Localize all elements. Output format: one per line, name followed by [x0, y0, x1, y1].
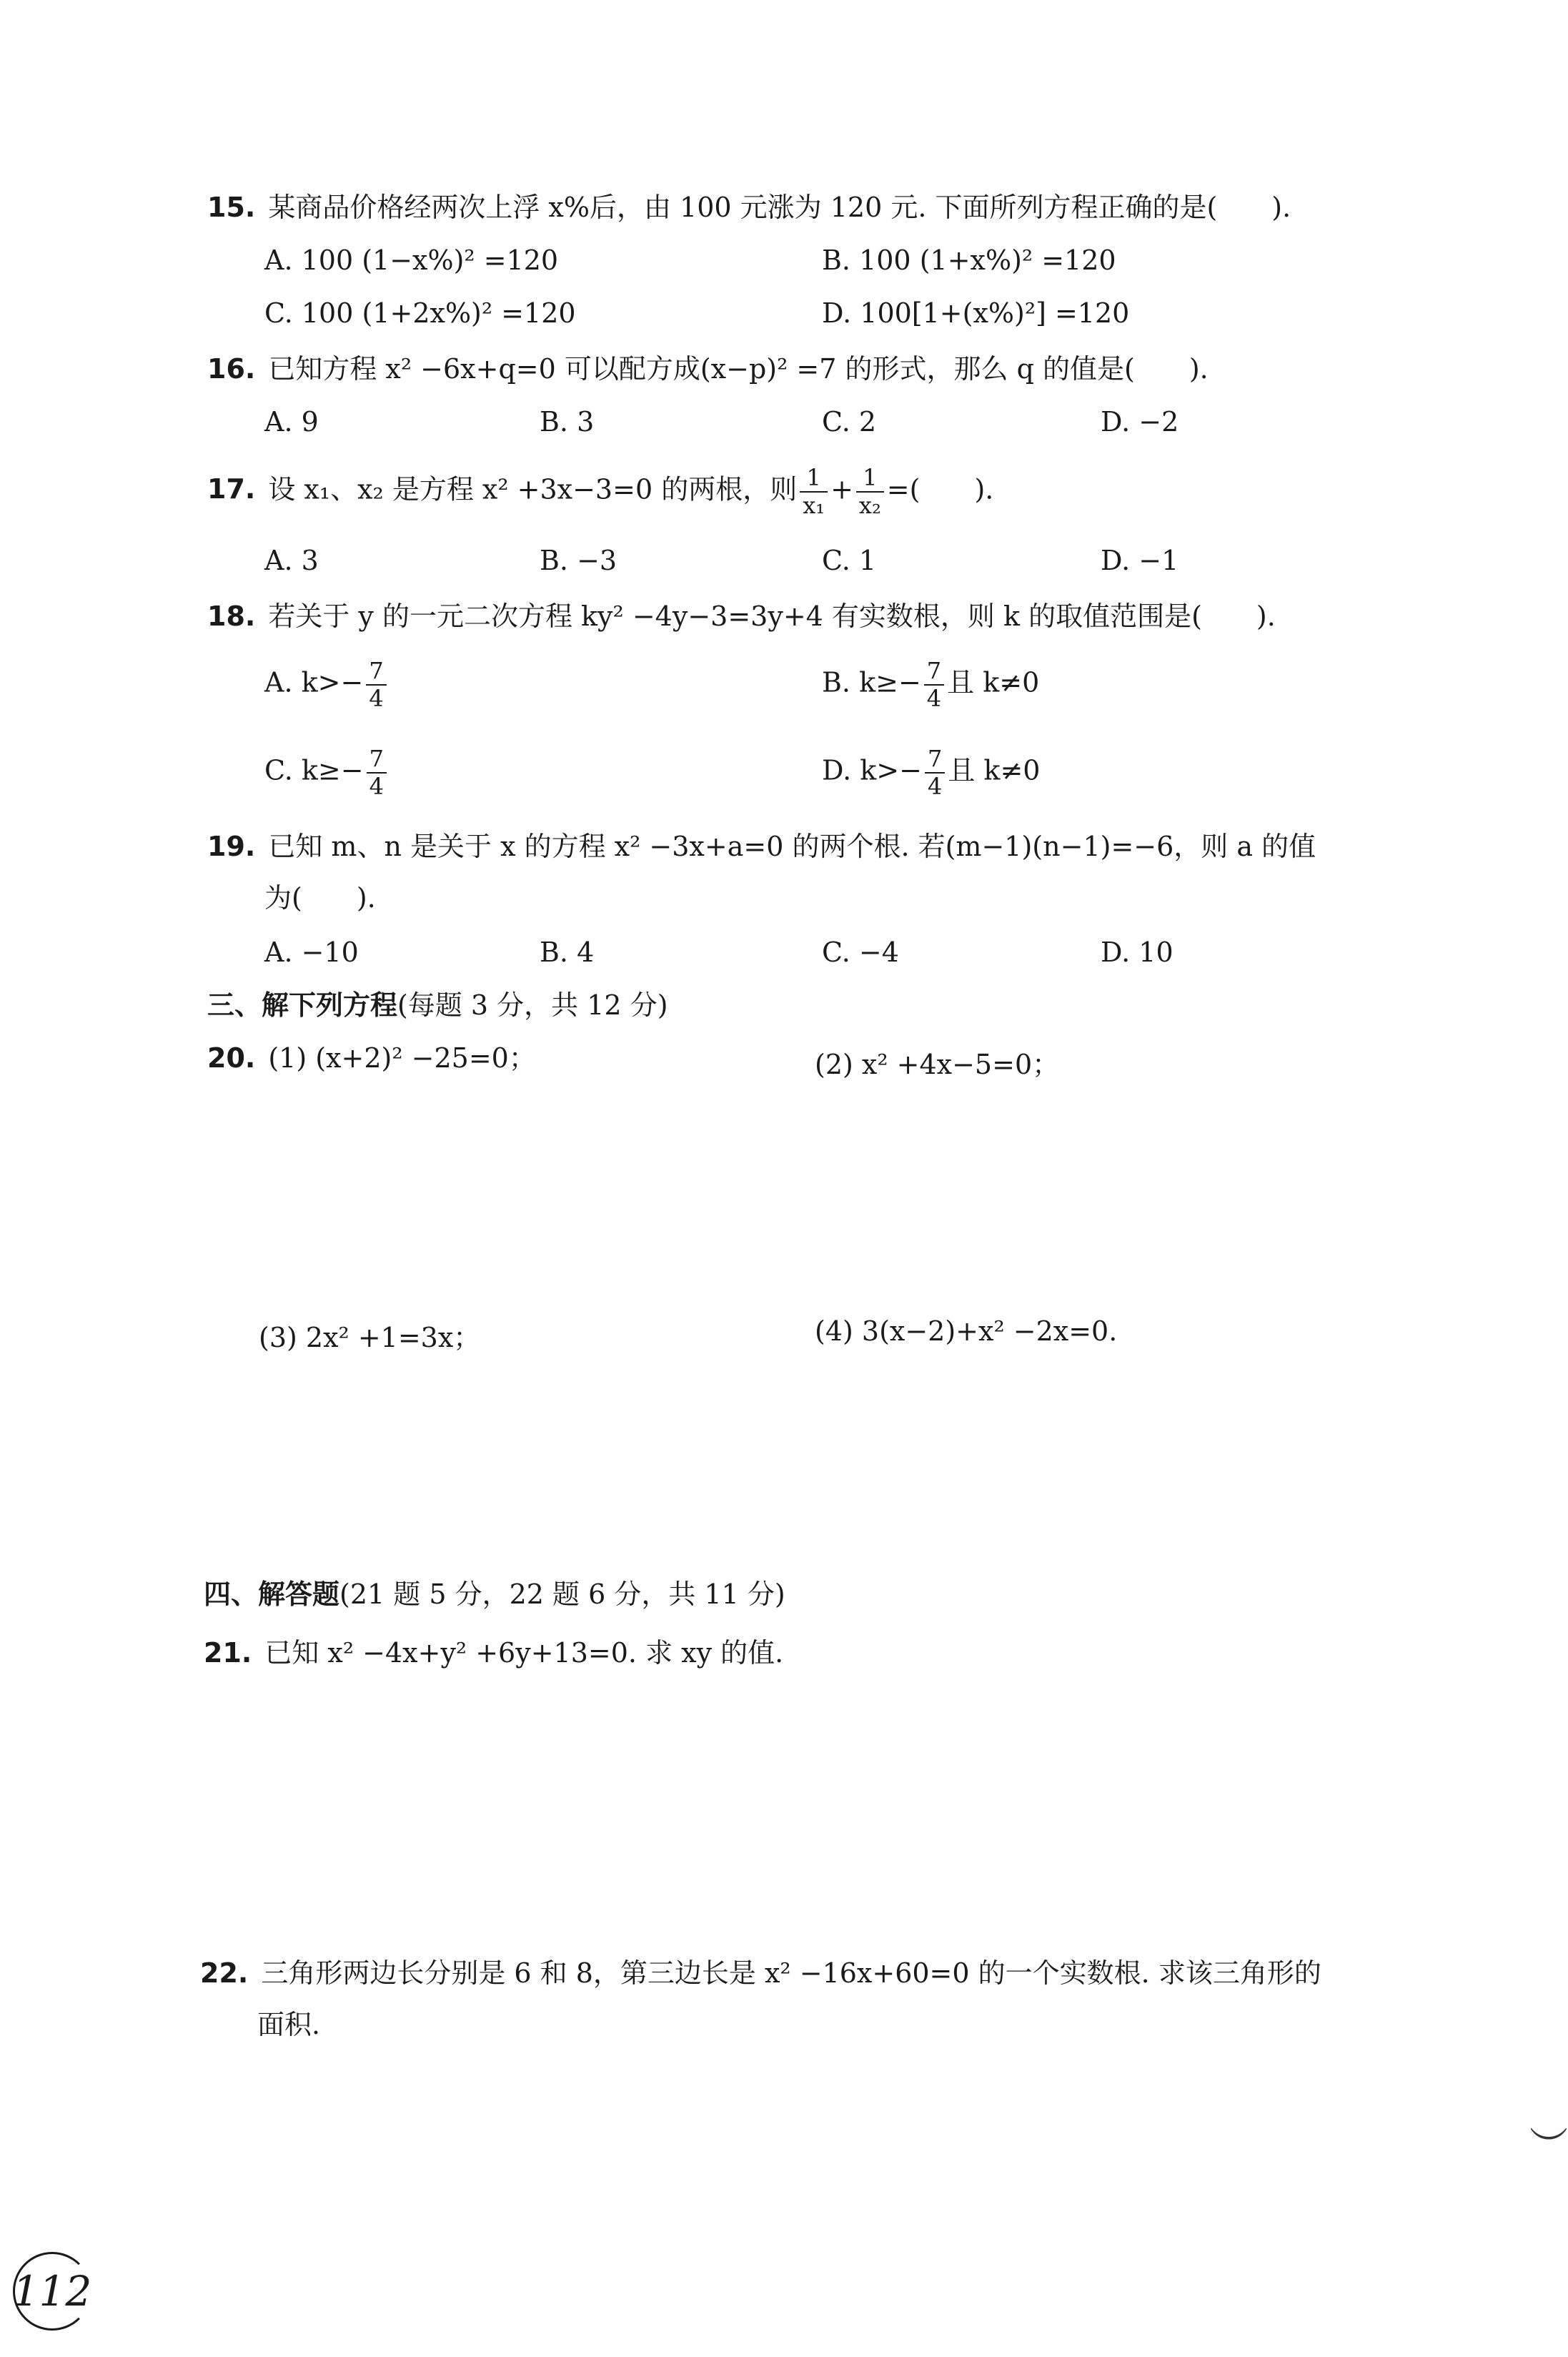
question-number: 18.	[207, 601, 256, 632]
question-21	[204, 1637, 783, 1670]
section-title: 四、解答题	[204, 1578, 340, 1610]
fraction-denominator: 4	[369, 684, 384, 712]
option-prefix: B. k≥−	[822, 666, 921, 698]
question-text-end: =( ).	[886, 473, 994, 505]
option-c	[264, 746, 389, 800]
question-19	[207, 831, 1316, 864]
option-c: C. 2	[822, 406, 877, 438]
fraction-1-over-x1	[800, 465, 828, 519]
option-c: C. 1	[822, 545, 877, 576]
binding-edge-mark-icon: ︶	[1529, 2124, 1568, 2169]
question-22	[200, 1957, 1321, 1990]
option-c: C. −4	[822, 937, 899, 968]
plus-sign: +	[830, 473, 853, 505]
question-17	[207, 465, 993, 519]
page-number-arc	[13, 2252, 91, 2331]
section-title: 三、解下列方程	[207, 989, 398, 1021]
question-text: 三角形两边长分别是 6 和 8，第三边长是 x² −16x+60=0 的一个实数根. 求该三角形的	[261, 1957, 1321, 1989]
question-number: 16.	[207, 353, 256, 385]
fraction-seven-fourths	[925, 746, 945, 800]
option-suffix: 且 k≠0	[948, 754, 1041, 786]
question-text: 某商品价格经两次上浮 x%后，由 100 元涨为 120 元. 下面所列方程正确的是( ).	[268, 192, 1291, 223]
option-prefix: D. k>−	[822, 754, 922, 786]
option-a: A. 9	[264, 406, 319, 438]
fraction-seven-fourths	[924, 658, 944, 712]
option-suffix: 且 k≠0	[947, 666, 1040, 698]
sub-question-2: (2) x² +4x−5=0；	[815, 1049, 1060, 1080]
question-number: 15.	[207, 192, 256, 223]
option-b: B. 4	[540, 937, 595, 968]
question-number: 20.	[207, 1042, 256, 1074]
option-b: B. 100 (1+x%)² =120	[822, 244, 1116, 276]
fraction-seven-fourths	[366, 658, 386, 712]
question-number: 19.	[207, 831, 256, 862]
option-a: A. 3	[264, 545, 319, 576]
sub-question-3: (3) 2x² +1=3x；	[259, 1322, 481, 1353]
question-15	[207, 192, 1291, 224]
fraction-denominator: 4	[926, 684, 942, 712]
page-number	[13, 2252, 91, 2331]
option-b	[822, 658, 1039, 712]
fraction-1-over-x2	[856, 465, 884, 519]
option-c: C. 100 (1+2x%)² =120	[264, 297, 576, 329]
option-d: D. −2	[1101, 406, 1179, 438]
option-d: D. 10	[1101, 937, 1173, 968]
question-text: 已知方程 x² −6x+q=0 可以配方成(x−p)² =7 的形式，那么 q 的值是( ).	[268, 353, 1209, 385]
fraction-seven-fourths	[367, 746, 387, 800]
section-scoring-note: (每题 3 分，共 12 分)	[397, 989, 668, 1021]
section-scoring-note: (21 题 5 分，22 题 6 分，共 11 分)	[339, 1578, 785, 1610]
question-19-continued: 为( ).	[264, 882, 376, 914]
question-text: 设 x₁、x₂ 是方程 x² +3x−3=0 的两根，则	[268, 473, 798, 505]
question-text: 已知 x² −4x+y² +6y+13=0. 求 xy 的值.	[264, 1637, 784, 1669]
option-d: D. −1	[1101, 545, 1179, 576]
sub-question-1: (1) (x+2)² −25=0；	[268, 1042, 536, 1074]
fraction-denominator: x₂	[858, 491, 881, 519]
fraction-numerator: 7	[367, 746, 387, 774]
question-text: 若关于 y 的一元二次方程 ky² −4y−3=3y+4 有实数根，则 k 的取值范围是( ).	[268, 601, 1276, 632]
option-prefix: A. k>−	[264, 666, 364, 698]
fraction-denominator: 4	[369, 772, 384, 800]
question-number: 22.	[200, 1957, 249, 1989]
question-text: 已知 m、n 是关于 x 的方程 x² −3x+a=0 的两个根. 若(m−1)(n−1)=−6，则 a 的值	[268, 831, 1316, 862]
section-3-heading	[207, 989, 668, 1022]
option-d	[822, 746, 1040, 800]
sub-question-4: (4) 3(x−2)+x² −2x=0.	[815, 1315, 1118, 1347]
fraction-numerator: 7	[366, 658, 386, 686]
question-20	[207, 1042, 536, 1075]
fraction-numerator: 1	[800, 465, 828, 493]
fraction-denominator: x₁	[803, 491, 825, 519]
question-22-continued: 面积.	[257, 2009, 321, 2040]
fraction-numerator: 7	[924, 658, 944, 686]
question-16	[207, 353, 1209, 386]
option-a	[264, 658, 389, 712]
option-d: D. 100[1+(x%)²] =120	[822, 297, 1130, 329]
option-a: A. −10	[264, 937, 359, 968]
question-number: 21.	[204, 1637, 252, 1669]
option-a: A. 100 (1−x%)² =120	[264, 244, 559, 276]
fraction-numerator: 7	[925, 746, 945, 774]
page-number-text: 112	[12, 2267, 92, 2316]
option-prefix: C. k≥−	[264, 754, 364, 786]
fraction-denominator: 4	[927, 772, 943, 800]
fraction-numerator: 1	[856, 465, 884, 493]
question-18	[207, 601, 1276, 633]
option-b: B. 3	[540, 406, 595, 438]
section-4-heading	[204, 1578, 785, 1611]
option-b: B. −3	[540, 545, 617, 576]
question-number: 17.	[207, 473, 256, 505]
